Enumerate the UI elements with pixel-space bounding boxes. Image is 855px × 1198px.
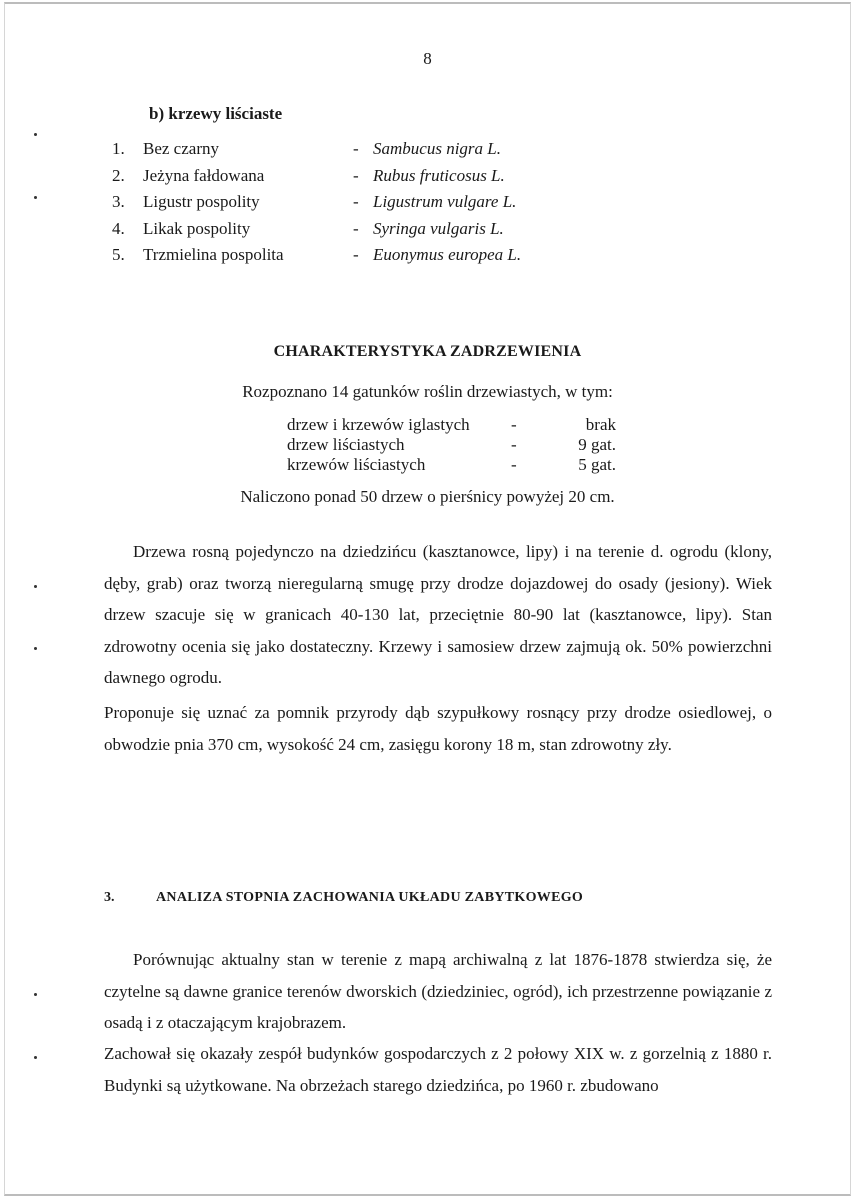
body-paragraph: Porównując aktualny stan w terenie z mapą archiwalną z lat 1876-1878 stwierdza się, że czytelne są dawne granice terenów dworskich (dziedziniec, ogród), ich przestrzenne powiązanie z osadą i z otaczającym krajobrazem.	[104, 950, 772, 1032]
list-item	[0, 242, 855, 269]
common-name: Ligustr pospolity	[143, 192, 260, 212]
body-paragraph: Drzewa rosną pojedynczo na dziedzińcu (kasztanowce, lipy) i na terenie d. ogrodu (klony, dęby, grab) oraz tworzą nieregularną smugę przy drodze dojazdowej do osady (jesiony). Wiek drzew szacuje się w granicach 40-130 lat, przeciętnie 80-90 lat (kasztanowce, lipy). Stan zdrowotny ocenia się jako dostateczny. Krzewy i samosiew drzew zajmują ok. 50% powierzchni dawnego ogrodu.	[104, 542, 772, 687]
shrub-list	[0, 136, 855, 269]
item-number: 1.	[112, 139, 125, 158]
tally-row	[0, 455, 855, 475]
body-paragraph: Zachował się okazały zespół budynków gospodarczych z 2 połowy XIX w. z gorzelnią z 1880 r. Budynki są użytkowane. Na obrzeżach starego dziedzińca, po 1960 r. zbudowano	[104, 1044, 772, 1095]
latin-name: Euonymus europea L.	[373, 245, 522, 265]
tally-row	[0, 435, 855, 455]
item-number: 4.	[112, 218, 125, 238]
latin-name: Rubus fruticosus L.	[373, 165, 505, 185]
tally-label: drzew i krzewów iglastych	[287, 415, 470, 434]
item-number: 3.	[112, 192, 125, 212]
tally-row	[0, 415, 855, 435]
tally-value: brak	[585, 415, 616, 434]
common-name: Likak pospolity	[143, 218, 251, 238]
margin-mark	[34, 647, 37, 650]
tree-count-line: Naliczono ponad 50 drzew o pierśnicy powyżej 20 cm.	[240, 487, 615, 506]
list-item	[0, 216, 855, 243]
tally-value: 9 gat.	[578, 435, 616, 454]
item-number: 5.	[112, 245, 125, 265]
dash: -	[511, 435, 517, 454]
tally-label: krzewów liściastych	[287, 455, 426, 474]
list-item	[0, 136, 855, 163]
dash: -	[353, 165, 359, 185]
species-tally	[0, 415, 855, 475]
item-number: 2.	[112, 165, 125, 185]
common-name: Bez czarny	[143, 139, 219, 158]
body-paragraph: Proponuje się uznać za pomnik przyrody dąb szypułkowy rosnący przy drodze osiedlowej, o obwodzie pnia 370 cm, wysokość 24 cm, zasięgu korony 18 m, stan zdrowotny zły.	[104, 703, 772, 754]
section-heading: ANALIZA STOPNIA ZACHOWANIA UKŁADU ZABYTKOWEGO	[156, 890, 584, 905]
tally-label: drzew liściastych	[287, 435, 405, 454]
latin-name: Ligustrum vulgare L.	[373, 192, 517, 212]
dash: -	[353, 245, 359, 265]
dash: -	[353, 139, 359, 158]
species-count-line: Rozpoznano 14 gatunków roślin drzewiastych, w tym:	[242, 382, 613, 401]
margin-mark	[34, 585, 37, 588]
latin-name: Sambucus nigra L.	[373, 139, 501, 158]
common-name: Jeżyna fałdowana	[143, 165, 265, 185]
shrubs-heading: b) krzewy liściaste	[149, 104, 283, 123]
dash: -	[353, 218, 359, 238]
dash: -	[511, 415, 517, 434]
dash: -	[353, 192, 359, 212]
margin-mark	[34, 993, 37, 996]
list-item	[0, 163, 855, 190]
list-item	[0, 189, 855, 216]
section-title: CHARAKTERYSTYKA ZADRZEWIENIA	[273, 343, 582, 360]
margin-mark	[34, 1056, 37, 1059]
dash: -	[511, 455, 517, 474]
section-number: 3.	[104, 890, 115, 905]
page-number: 8	[423, 49, 432, 68]
common-name: Trzmielina pospolita	[143, 245, 284, 265]
tally-value: 5 gat.	[578, 455, 616, 474]
latin-name: Syringa vulgaris L.	[373, 218, 504, 238]
